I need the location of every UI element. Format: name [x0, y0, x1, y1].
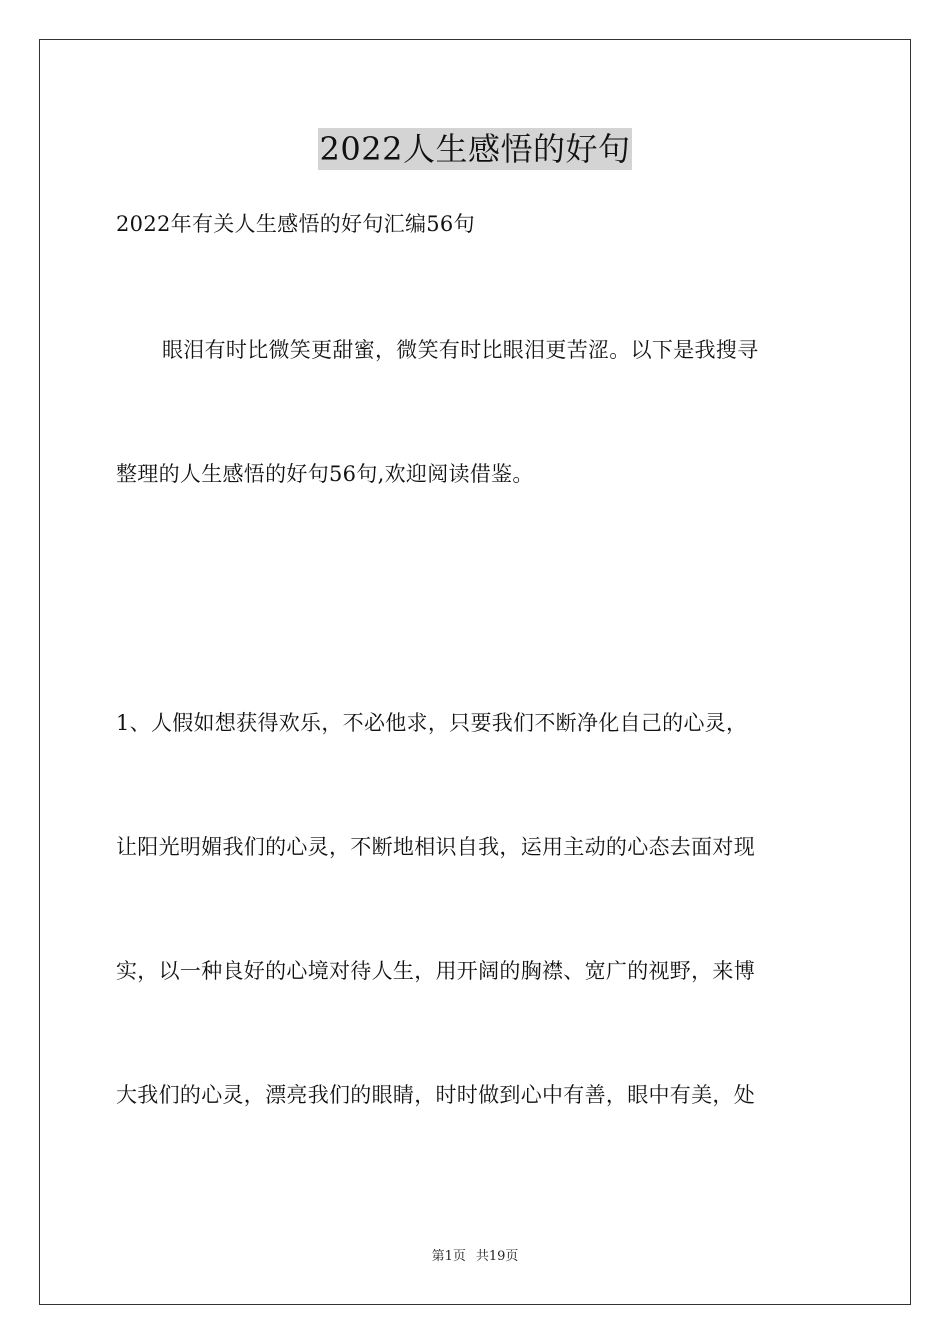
body-line: 让阳光明媚我们的心灵，不断地相识自我，运用主动的心态去面对现	[116, 835, 755, 859]
body-line: 大我们的心灵，漂亮我们的眼睛，时时做到心中有善，眼中有美，处	[116, 1083, 755, 1107]
page-footer	[0, 1249, 950, 1265]
body-line: 1、人假如想获得欢乐，不必他求，只要我们不断净化自己的心灵，	[116, 711, 748, 735]
body-line: 眼泪有时比微笑更甜蜜，微笑有时比眼泪更苦涩。以下是我搜寻	[162, 338, 759, 362]
body-line: 整理的人生感悟的好句56句,欢迎阅读借鉴。	[116, 462, 534, 486]
document-title-wrapper	[0, 128, 950, 170]
document-title: 2022人生感悟的好句	[319, 130, 631, 168]
page-number-total: 共19页	[475, 1249, 519, 1264]
document-subtitle: 2022年有关人生感悟的好句汇编56句	[116, 212, 475, 236]
page-number-current: 第1页	[431, 1249, 466, 1264]
body-line: 实，以一种良好的心境对待人生，用开阔的胸襟、宽广的视野，来博	[116, 959, 755, 983]
